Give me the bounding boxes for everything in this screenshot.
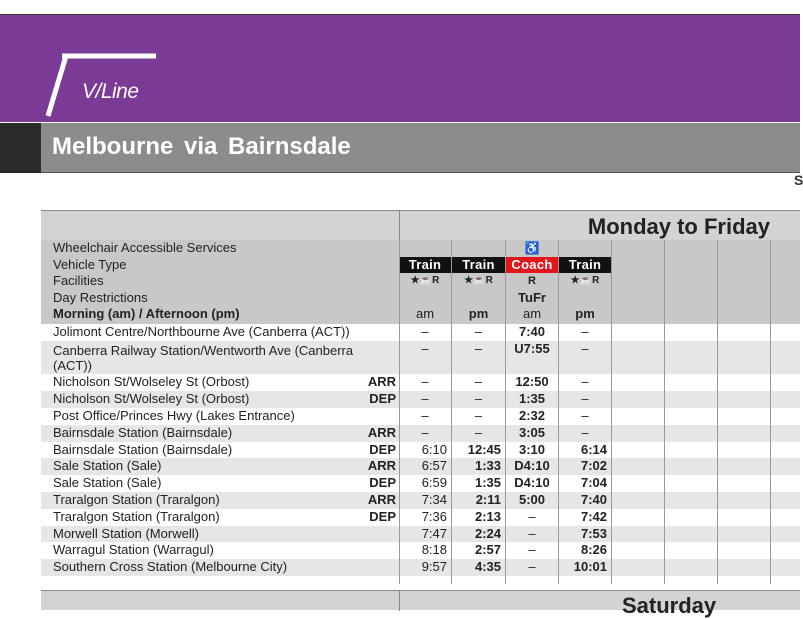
station-name: Canberra Railway Station/Wentworth Ave (Canberra (ACT))	[53, 342, 354, 373]
station-name: Sale Station (Sale)	[53, 475, 162, 491]
vehicle-type-3: Coach	[506, 257, 558, 273]
meta-row-vehicle: Vehicle Type Train Train Coach Train	[41, 257, 800, 274]
brand-banner	[0, 15, 800, 122]
service-info	[41, 240, 800, 324]
facilities-icon: R	[528, 275, 536, 288]
route-title: Melbourne via Bairnsdale	[52, 133, 351, 160]
station-name: Traralgon Station (Traralgon)	[53, 508, 220, 524]
time-cell: –	[421, 424, 429, 440]
vehicle-type-2: Train	[452, 257, 505, 273]
time-cell: –	[421, 324, 429, 339]
time-cell: 10:01	[573, 559, 607, 575]
arr-dep-label: DEP	[369, 475, 396, 491]
time-cell: –	[474, 407, 483, 423]
time-cell: –	[528, 542, 536, 558]
time-cell: –	[474, 424, 483, 440]
time-cell: –	[581, 391, 589, 407]
time-cell: 6:59	[421, 475, 447, 491]
table-row	[41, 559, 800, 576]
time-cell: 7:40	[580, 491, 607, 507]
facilities-icon: ★☕R	[570, 275, 600, 287]
vehicle-type-1: Train	[399, 257, 451, 273]
time-cell: 7:53	[580, 525, 607, 541]
brand-logo-text: V/Line	[82, 80, 139, 103]
meta-row-facilities: Facilities ★☕R ★☕R R ★☕R	[41, 273, 800, 290]
facilities-icon: ★☕R	[464, 275, 493, 287]
arr-dep-label: ARR	[367, 374, 396, 390]
time-cell: 6:57	[421, 458, 447, 474]
station-name: Traralgon Station (Traralgon)	[53, 491, 220, 507]
station-name: Post Office/Princes Hwy (Lakes Entrance)	[53, 407, 295, 423]
station-name: Nicholson St/Wolseley St (Orbost)	[53, 374, 250, 390]
table-row	[41, 324, 800, 341]
route-divider	[41, 172, 800, 173]
timetable-rows	[41, 324, 800, 576]
arr-dep-label: DEP	[369, 508, 396, 524]
time-cell: 8:26	[580, 542, 607, 558]
time-cell: 2:32	[518, 407, 546, 423]
time-cell: 12:50	[515, 374, 549, 390]
arr-dep-label: DEP	[369, 391, 396, 407]
station-name: Warragul Station (Warragul)	[53, 542, 214, 558]
time-cell: 7:34	[421, 491, 447, 507]
time-cell: 3:05	[518, 424, 546, 440]
station-name: Morwell Station (Morwell)	[53, 525, 199, 541]
time-cell: 6:10	[421, 441, 447, 457]
time-cell: –	[474, 340, 483, 356]
table-row	[41, 542, 800, 559]
table-row	[41, 374, 800, 391]
time-cell: 1:35	[518, 391, 546, 407]
table-row	[41, 458, 800, 475]
time-cell: –	[421, 407, 429, 423]
time-cell: 1:33	[474, 458, 501, 474]
time-cell: 7:40	[518, 324, 546, 339]
time-cell: 7:02	[580, 458, 607, 474]
table-row	[41, 509, 800, 526]
time-cell: 7:47	[421, 525, 447, 541]
ampm-label: am	[522, 306, 542, 322]
facilities-icon: ★☕R	[410, 275, 440, 287]
time-cell: –	[528, 525, 536, 541]
time-cell: 2:13	[474, 508, 501, 524]
time-cell: 7:36	[421, 508, 447, 524]
corner-text: S	[794, 172, 803, 188]
time-cell: 2:57	[474, 542, 501, 558]
time-cell: 9:57	[421, 559, 447, 575]
table-row	[41, 475, 800, 492]
time-cell: –	[581, 340, 589, 356]
timetable-header	[41, 210, 800, 240]
time-cell: –	[421, 374, 429, 390]
time-cell: 12:45	[467, 441, 501, 457]
route-header-accent	[0, 123, 41, 173]
time-cell: 7:04	[580, 475, 607, 491]
time-cell: 8:18	[421, 542, 447, 558]
arr-dep-label: ARR	[367, 458, 396, 474]
table-row	[41, 425, 800, 442]
time-cell: –	[474, 374, 483, 390]
table-row	[41, 492, 800, 509]
timetable-saturday-header	[41, 590, 800, 618]
day-heading: Monday to Friday	[587, 214, 770, 239]
day-heading: Saturday	[622, 593, 717, 618]
vehicle-type-4: Train	[559, 257, 611, 273]
time-cell: D4:10	[514, 475, 550, 491]
time-cell: D4:10	[514, 458, 550, 474]
time-cell: –	[581, 407, 589, 423]
arr-dep-label: DEP	[369, 441, 396, 457]
time-cell: –	[421, 391, 429, 407]
time-cell: 2:11	[475, 491, 501, 507]
station-name: Bairnsdale Station (Bairnsdale)	[53, 441, 233, 457]
time-cell: –	[528, 508, 536, 524]
station-name: Jolimont Centre/Northbourne Ave (Canberra (ACT))	[53, 324, 350, 339]
time-cell: 6:14	[580, 441, 607, 457]
time-cell: 2:24	[474, 525, 501, 541]
time-cell: –	[581, 374, 589, 390]
timetable-weekday	[41, 210, 800, 576]
ampm-label: pm	[575, 306, 595, 322]
table-row	[41, 408, 800, 425]
time-cell: 1:35	[474, 475, 501, 491]
meta-row-restrictions: Day Restrictions TuFr	[41, 290, 800, 307]
ampm-label: pm	[468, 306, 489, 322]
meta-row-ampm: Morning (am) / Afternoon (pm) am pm am pm	[41, 306, 800, 323]
station-name: Sale Station (Sale)	[53, 458, 162, 474]
station-name: Nicholson St/Wolseley St (Orbost)	[53, 391, 250, 407]
time-cell: –	[581, 324, 589, 339]
day-restriction: TuFr	[518, 289, 546, 305]
meta-row-wheelchair: Wheelchair Accessible Services ♿	[41, 240, 800, 257]
time-cell: –	[474, 324, 483, 339]
wheelchair-icon: ♿	[524, 241, 540, 255]
time-cell: –	[581, 424, 589, 440]
table-row	[41, 442, 800, 459]
ampm-label: am	[415, 306, 435, 322]
time-cell: –	[421, 340, 429, 356]
time-cell: 5:00	[518, 491, 546, 507]
time-cell: 4:35	[474, 559, 501, 575]
time-cell: 7:42	[580, 508, 607, 524]
table-row	[41, 341, 800, 375]
arr-dep-label: ARR	[367, 424, 396, 440]
table-row	[41, 526, 800, 543]
time-cell: –	[528, 559, 536, 575]
station-name: Southern Cross Station (Melbourne City)	[53, 559, 288, 575]
route-header	[0, 123, 800, 173]
station-name: Bairnsdale Station (Bairnsdale)	[53, 424, 233, 440]
time-cell: 3:10	[518, 441, 546, 457]
time-cell: –	[474, 391, 483, 407]
arr-dep-label: ARR	[367, 491, 396, 507]
time-cell: U7:55	[514, 340, 550, 356]
table-row	[41, 391, 800, 408]
